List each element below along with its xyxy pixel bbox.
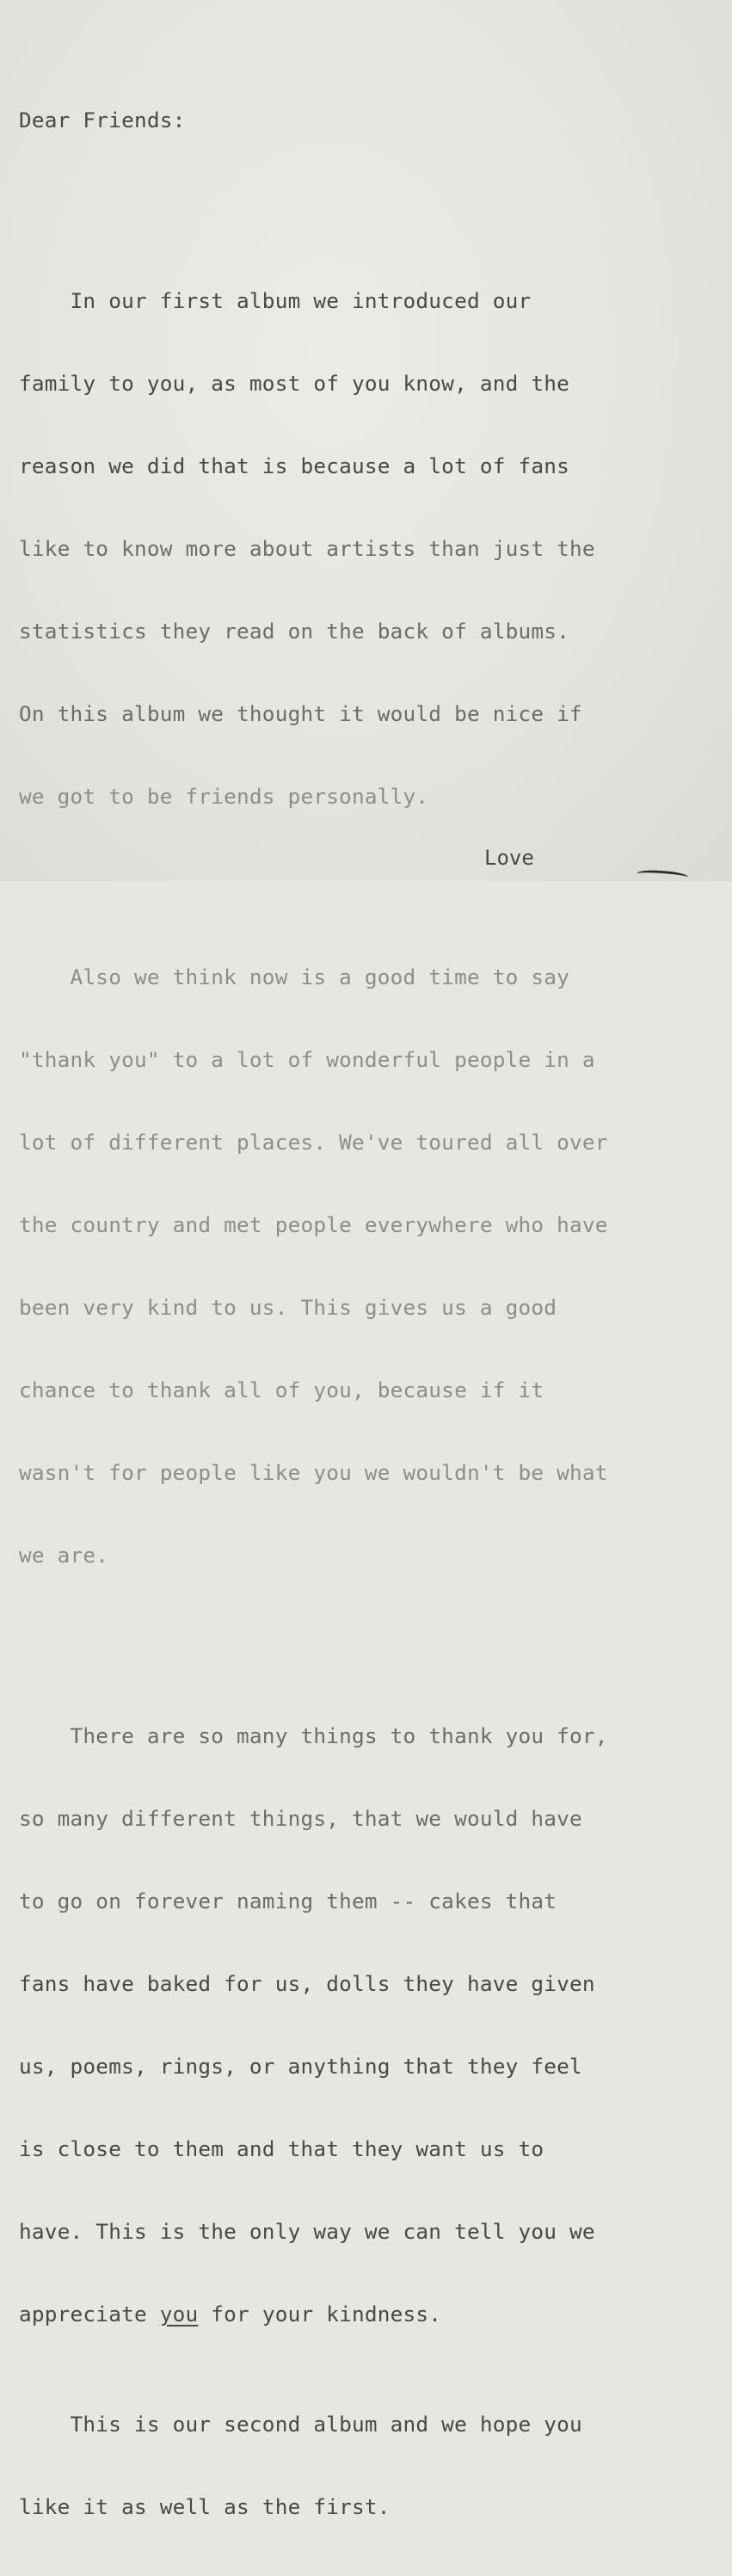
text-after-underline: for your kindness. — [198, 2302, 442, 2326]
paragraph-3-line: us, poems, rings, or anything that they feel — [19, 2054, 582, 2079]
spacer — [19, 189, 720, 205]
paragraph-1-line: In our first album we introduced our — [19, 288, 532, 313]
paragraph-1-line: reason we did that is because a lot of fans — [19, 453, 570, 478]
paragraph-4-line: like it as well as the first. — [19, 2494, 391, 2519]
paragraph-4-line: This is our second album and we hope you — [19, 2412, 582, 2437]
paragraph-3-line: There are so many things to thank you for, — [19, 1723, 608, 1748]
spacer — [19, 1624, 720, 1640]
underlined-you: you — [159, 2302, 199, 2326]
paragraph-3-last-line — [19, 2301, 720, 2328]
paragraph-2-line: we are. — [19, 1543, 109, 1568]
paragraph-3-line: is close to them and that they want us to — [19, 2136, 544, 2161]
paragraph-1-line: statistics they read on the back of albums. — [19, 619, 570, 644]
paragraph-2-line: "thank you" to a lot of wonderful people in a — [19, 1047, 595, 1072]
salutation: Dear Friends: — [19, 108, 186, 132]
paragraph-2-line: Also we think now is a good time to say — [19, 964, 570, 989]
paragraph-1-line: family to you, as most of you know, and the — [19, 371, 570, 396]
paragraph-3-line: fans have baked for us, dolls they have given — [19, 1971, 595, 1996]
spacer — [19, 866, 720, 881]
paragraph-2-line: lot of different places. We've toured all over — [19, 1130, 608, 1155]
paragraph-1-line: we got to be friends personally. — [19, 784, 429, 809]
paragraph-1-line: like to know more about artists than just the — [19, 536, 595, 561]
paragraph-3-line: to go on forever naming them -- cakes that — [19, 1889, 557, 1914]
paragraph-2-line: wasn't for people like you we wouldn't be what — [19, 1460, 608, 1485]
closing-love: Love — [484, 846, 534, 870]
paragraph-2-line: chance to thank all of you, because if it — [19, 1377, 544, 1402]
text-before-underline: appreciate — [19, 2302, 160, 2326]
paragraph-2-line: been very kind to us. This gives us a good — [19, 1295, 557, 1320]
paragraph-2-line: the country and met people everywhere who have — [19, 1212, 608, 1237]
paragraph-3-line: so many different things, that we would have — [19, 1806, 582, 1831]
paragraph-3-line: have. This is the only way we can tell you we — [19, 2219, 595, 2244]
paragraph-1-line: On this album we thought it would be nice if — [19, 701, 582, 726]
typewritten-letter — [19, 52, 720, 2576]
